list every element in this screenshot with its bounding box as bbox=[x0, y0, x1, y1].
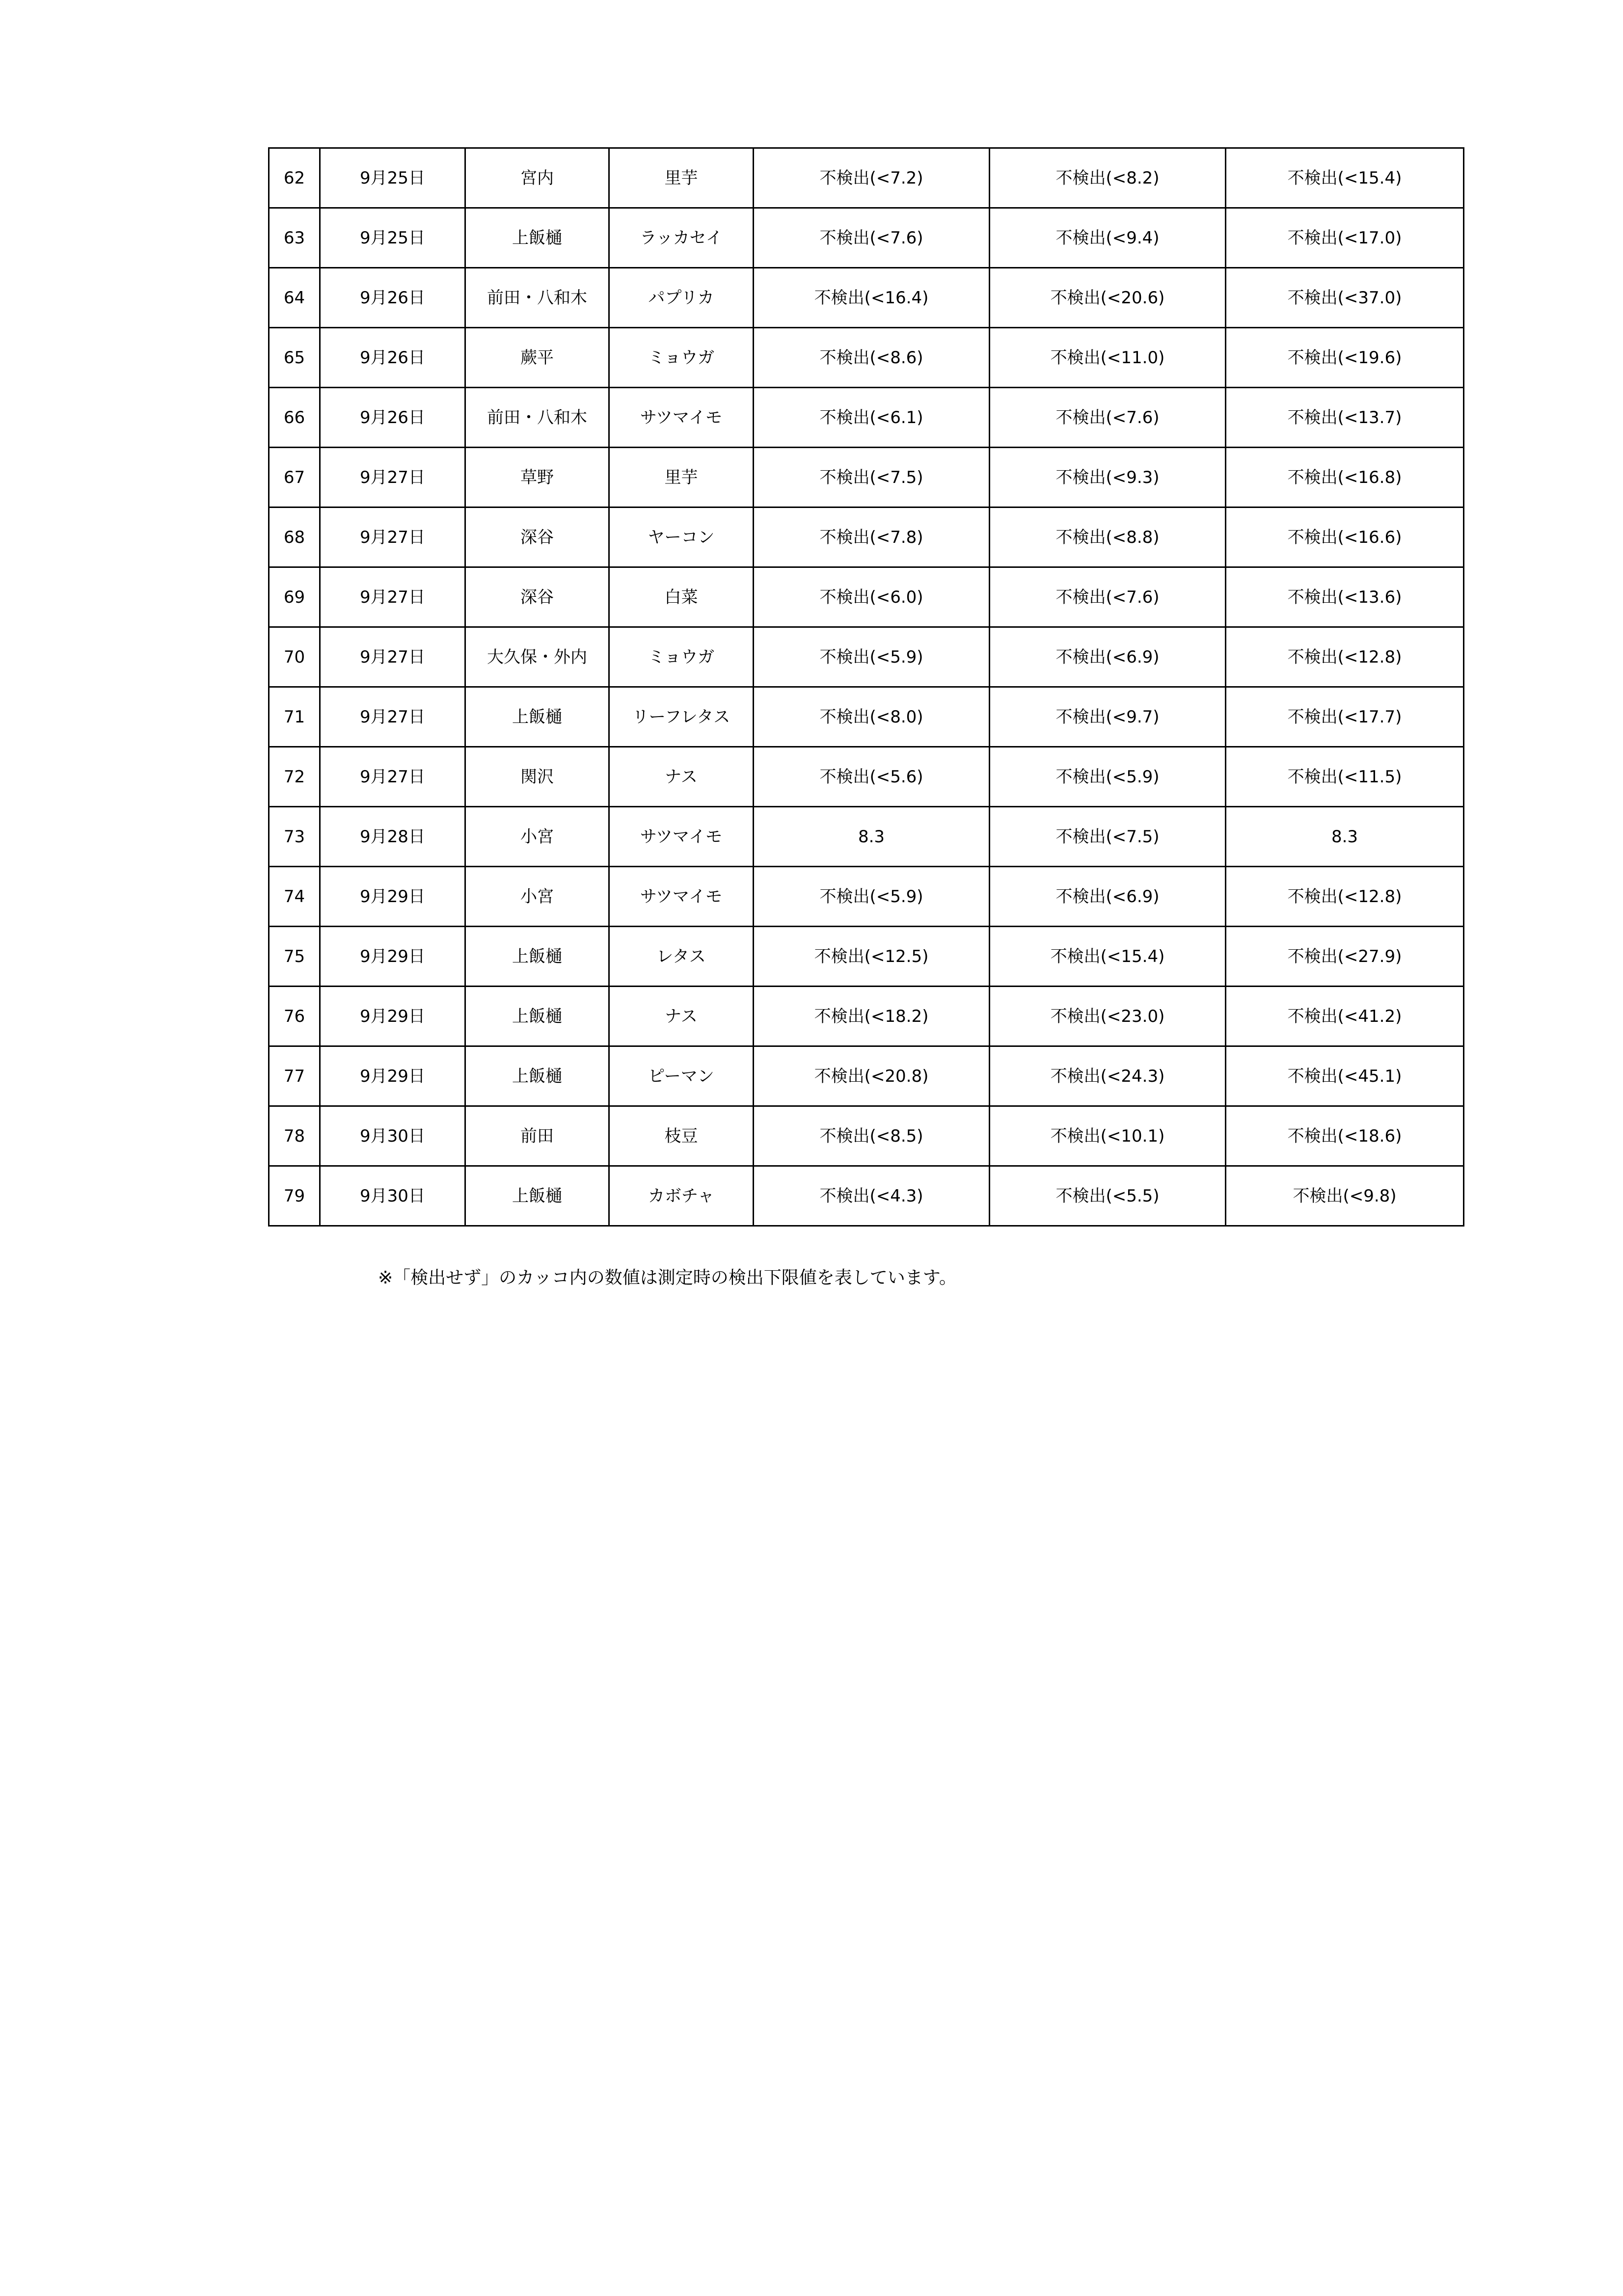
cell-value-3: 不検出(<9.8) bbox=[1226, 1166, 1464, 1226]
cell-area: 上飯樋 bbox=[465, 687, 609, 747]
cell-number: 77 bbox=[269, 1046, 320, 1106]
cell-value-3: 不検出(<27.9) bbox=[1226, 927, 1464, 987]
cell-value-3: 不検出(<12.8) bbox=[1226, 867, 1464, 927]
table-row bbox=[269, 687, 1464, 747]
cell-value-2: 不検出(<6.9) bbox=[990, 627, 1226, 687]
cell-item: パプリカ bbox=[609, 268, 754, 328]
cell-date: 9月29日 bbox=[320, 927, 465, 987]
cell-number: 69 bbox=[269, 567, 320, 627]
cell-value-3: 不検出(<45.1) bbox=[1226, 1046, 1464, 1106]
cell-value-1: 不検出(<7.2) bbox=[754, 148, 990, 208]
cell-value-3: 不検出(<17.7) bbox=[1226, 687, 1464, 747]
cell-area: 深谷 bbox=[465, 507, 609, 567]
table-row bbox=[269, 987, 1464, 1046]
cell-value-3: 不検出(<41.2) bbox=[1226, 987, 1464, 1046]
cell-number: 71 bbox=[269, 687, 320, 747]
table-row bbox=[269, 927, 1464, 987]
cell-item: 白菜 bbox=[609, 567, 754, 627]
cell-value-1: 不検出(<5.9) bbox=[754, 867, 990, 927]
cell-item: サツマイモ bbox=[609, 867, 754, 927]
cell-number: 73 bbox=[269, 807, 320, 867]
cell-date: 9月26日 bbox=[320, 328, 465, 388]
cell-date: 9月27日 bbox=[320, 448, 465, 507]
cell-value-2: 不検出(<5.9) bbox=[990, 747, 1226, 807]
cell-value-3: 不検出(<13.6) bbox=[1226, 567, 1464, 627]
cell-area: 大久保・外内 bbox=[465, 627, 609, 687]
cell-value-2: 不検出(<8.2) bbox=[990, 148, 1226, 208]
cell-value-3: 不検出(<15.4) bbox=[1226, 148, 1464, 208]
table-row bbox=[269, 448, 1464, 507]
cell-area: 上飯樋 bbox=[465, 1166, 609, 1226]
cell-number: 74 bbox=[269, 867, 320, 927]
cell-area: 前田 bbox=[465, 1106, 609, 1166]
cell-item: ヤーコン bbox=[609, 507, 754, 567]
cell-date: 9月26日 bbox=[320, 388, 465, 448]
cell-area: 上飯樋 bbox=[465, 208, 609, 268]
cell-item: 里芋 bbox=[609, 448, 754, 507]
cell-date: 9月25日 bbox=[320, 208, 465, 268]
cell-date: 9月27日 bbox=[320, 567, 465, 627]
cell-item: 枝豆 bbox=[609, 1106, 754, 1166]
cell-date: 9月27日 bbox=[320, 507, 465, 567]
cell-value-2: 不検出(<20.6) bbox=[990, 268, 1226, 328]
cell-item: ナス bbox=[609, 987, 754, 1046]
cell-area: 小宮 bbox=[465, 867, 609, 927]
cell-value-3: 不検出(<11.5) bbox=[1226, 747, 1464, 807]
cell-value-2: 不検出(<11.0) bbox=[990, 328, 1226, 388]
cell-number: 76 bbox=[269, 987, 320, 1046]
cell-value-2: 不検出(<9.4) bbox=[990, 208, 1226, 268]
cell-date: 9月26日 bbox=[320, 268, 465, 328]
cell-value-3: 不検出(<16.6) bbox=[1226, 507, 1464, 567]
cell-date: 9月27日 bbox=[320, 687, 465, 747]
cell-value-3: 不検出(<37.0) bbox=[1226, 268, 1464, 328]
results-table-body bbox=[269, 148, 1464, 1226]
cell-date: 9月29日 bbox=[320, 1046, 465, 1106]
cell-item: ラッカセイ bbox=[609, 208, 754, 268]
cell-value-1: 不検出(<8.5) bbox=[754, 1106, 990, 1166]
cell-area: 上飯樋 bbox=[465, 927, 609, 987]
cell-value-2: 不検出(<7.5) bbox=[990, 807, 1226, 867]
cell-value-2: 不検出(<15.4) bbox=[990, 927, 1226, 987]
cell-area: 前田・八和木 bbox=[465, 268, 609, 328]
table-row bbox=[269, 627, 1464, 687]
cell-value-1: 不検出(<12.5) bbox=[754, 927, 990, 987]
cell-item: 里芋 bbox=[609, 148, 754, 208]
cell-area: 蕨平 bbox=[465, 328, 609, 388]
cell-date: 9月25日 bbox=[320, 148, 465, 208]
cell-number: 64 bbox=[269, 268, 320, 328]
cell-value-1: 不検出(<6.1) bbox=[754, 388, 990, 448]
cell-value-3: 不検出(<19.6) bbox=[1226, 328, 1464, 388]
cell-number: 70 bbox=[269, 627, 320, 687]
cell-area: 深谷 bbox=[465, 567, 609, 627]
cell-value-1: 不検出(<6.0) bbox=[754, 567, 990, 627]
cell-number: 67 bbox=[269, 448, 320, 507]
table-row bbox=[269, 1046, 1464, 1106]
table-row bbox=[269, 148, 1464, 208]
cell-value-1: 不検出(<7.6) bbox=[754, 208, 990, 268]
cell-item: カボチャ bbox=[609, 1166, 754, 1226]
cell-area: 上飯樋 bbox=[465, 1046, 609, 1106]
cell-area: 宮内 bbox=[465, 148, 609, 208]
cell-number: 75 bbox=[269, 927, 320, 987]
table-row bbox=[269, 208, 1464, 268]
cell-value-2: 不検出(<9.3) bbox=[990, 448, 1226, 507]
cell-value-2: 不検出(<10.1) bbox=[990, 1106, 1226, 1166]
cell-date: 9月27日 bbox=[320, 747, 465, 807]
table-row bbox=[269, 328, 1464, 388]
cell-item: ナス bbox=[609, 747, 754, 807]
cell-item: レタス bbox=[609, 927, 754, 987]
table-row bbox=[269, 388, 1464, 448]
cell-value-1: 不検出(<7.5) bbox=[754, 448, 990, 507]
table-row bbox=[269, 807, 1464, 867]
table-row bbox=[269, 1106, 1464, 1166]
table-row bbox=[269, 747, 1464, 807]
cell-value-1: 不検出(<18.2) bbox=[754, 987, 990, 1046]
table-row bbox=[269, 867, 1464, 927]
cell-value-2: 不検出(<23.0) bbox=[990, 987, 1226, 1046]
cell-value-2: 不検出(<7.6) bbox=[990, 388, 1226, 448]
cell-value-1: 不検出(<7.8) bbox=[754, 507, 990, 567]
cell-value-2: 不検出(<9.7) bbox=[990, 687, 1226, 747]
cell-value-1: 不検出(<20.8) bbox=[754, 1046, 990, 1106]
cell-number: 66 bbox=[269, 388, 320, 448]
cell-item: サツマイモ bbox=[609, 807, 754, 867]
cell-area: 前田・八和木 bbox=[465, 388, 609, 448]
cell-area: 関沢 bbox=[465, 747, 609, 807]
cell-value-1: 不検出(<8.6) bbox=[754, 328, 990, 388]
cell-value-3: 8.3 bbox=[1226, 807, 1464, 867]
cell-number: 65 bbox=[269, 328, 320, 388]
cell-value-3: 不検出(<13.7) bbox=[1226, 388, 1464, 448]
cell-area: 上飯樋 bbox=[465, 987, 609, 1046]
cell-number: 63 bbox=[269, 208, 320, 268]
table-row bbox=[269, 1166, 1464, 1226]
cell-value-1: 不検出(<4.3) bbox=[754, 1166, 990, 1226]
cell-number: 62 bbox=[269, 148, 320, 208]
cell-value-3: 不検出(<12.8) bbox=[1226, 627, 1464, 687]
cell-number: 78 bbox=[269, 1106, 320, 1166]
cell-value-1: 不検出(<5.6) bbox=[754, 747, 990, 807]
cell-item: サツマイモ bbox=[609, 388, 754, 448]
cell-item: ミョウガ bbox=[609, 627, 754, 687]
table-row bbox=[269, 507, 1464, 567]
cell-item: リーフレタス bbox=[609, 687, 754, 747]
cell-number: 68 bbox=[269, 507, 320, 567]
cell-item: ミョウガ bbox=[609, 328, 754, 388]
cell-value-2: 不検出(<6.9) bbox=[990, 867, 1226, 927]
cell-value-1: 不検出(<8.0) bbox=[754, 687, 990, 747]
cell-date: 9月28日 bbox=[320, 807, 465, 867]
cell-date: 9月29日 bbox=[320, 867, 465, 927]
cell-value-2: 不検出(<5.5) bbox=[990, 1166, 1226, 1226]
cell-value-2: 不検出(<24.3) bbox=[990, 1046, 1226, 1106]
cell-area: 草野 bbox=[465, 448, 609, 507]
cell-number: 79 bbox=[269, 1166, 320, 1226]
cell-number: 72 bbox=[269, 747, 320, 807]
cell-value-1: 8.3 bbox=[754, 807, 990, 867]
cell-value-3: 不検出(<16.8) bbox=[1226, 448, 1464, 507]
cell-item: ピーマン bbox=[609, 1046, 754, 1106]
cell-value-3: 不検出(<17.0) bbox=[1226, 208, 1464, 268]
results-table bbox=[268, 147, 1464, 1227]
cell-area: 小宮 bbox=[465, 807, 609, 867]
cell-value-2: 不検出(<8.8) bbox=[990, 507, 1226, 567]
cell-date: 9月30日 bbox=[320, 1166, 465, 1226]
table-row bbox=[269, 567, 1464, 627]
cell-date: 9月30日 bbox=[320, 1106, 465, 1166]
cell-value-1: 不検出(<5.9) bbox=[754, 627, 990, 687]
cell-date: 9月27日 bbox=[320, 627, 465, 687]
cell-date: 9月29日 bbox=[320, 987, 465, 1046]
cell-value-3: 不検出(<18.6) bbox=[1226, 1106, 1464, 1166]
table-row bbox=[269, 268, 1464, 328]
cell-value-2: 不検出(<7.6) bbox=[990, 567, 1226, 627]
footnote: ※「検出せず」のカッコ内の数値は測定時の検出下限値を表しています。 bbox=[378, 1268, 957, 1288]
cell-value-1: 不検出(<16.4) bbox=[754, 268, 990, 328]
